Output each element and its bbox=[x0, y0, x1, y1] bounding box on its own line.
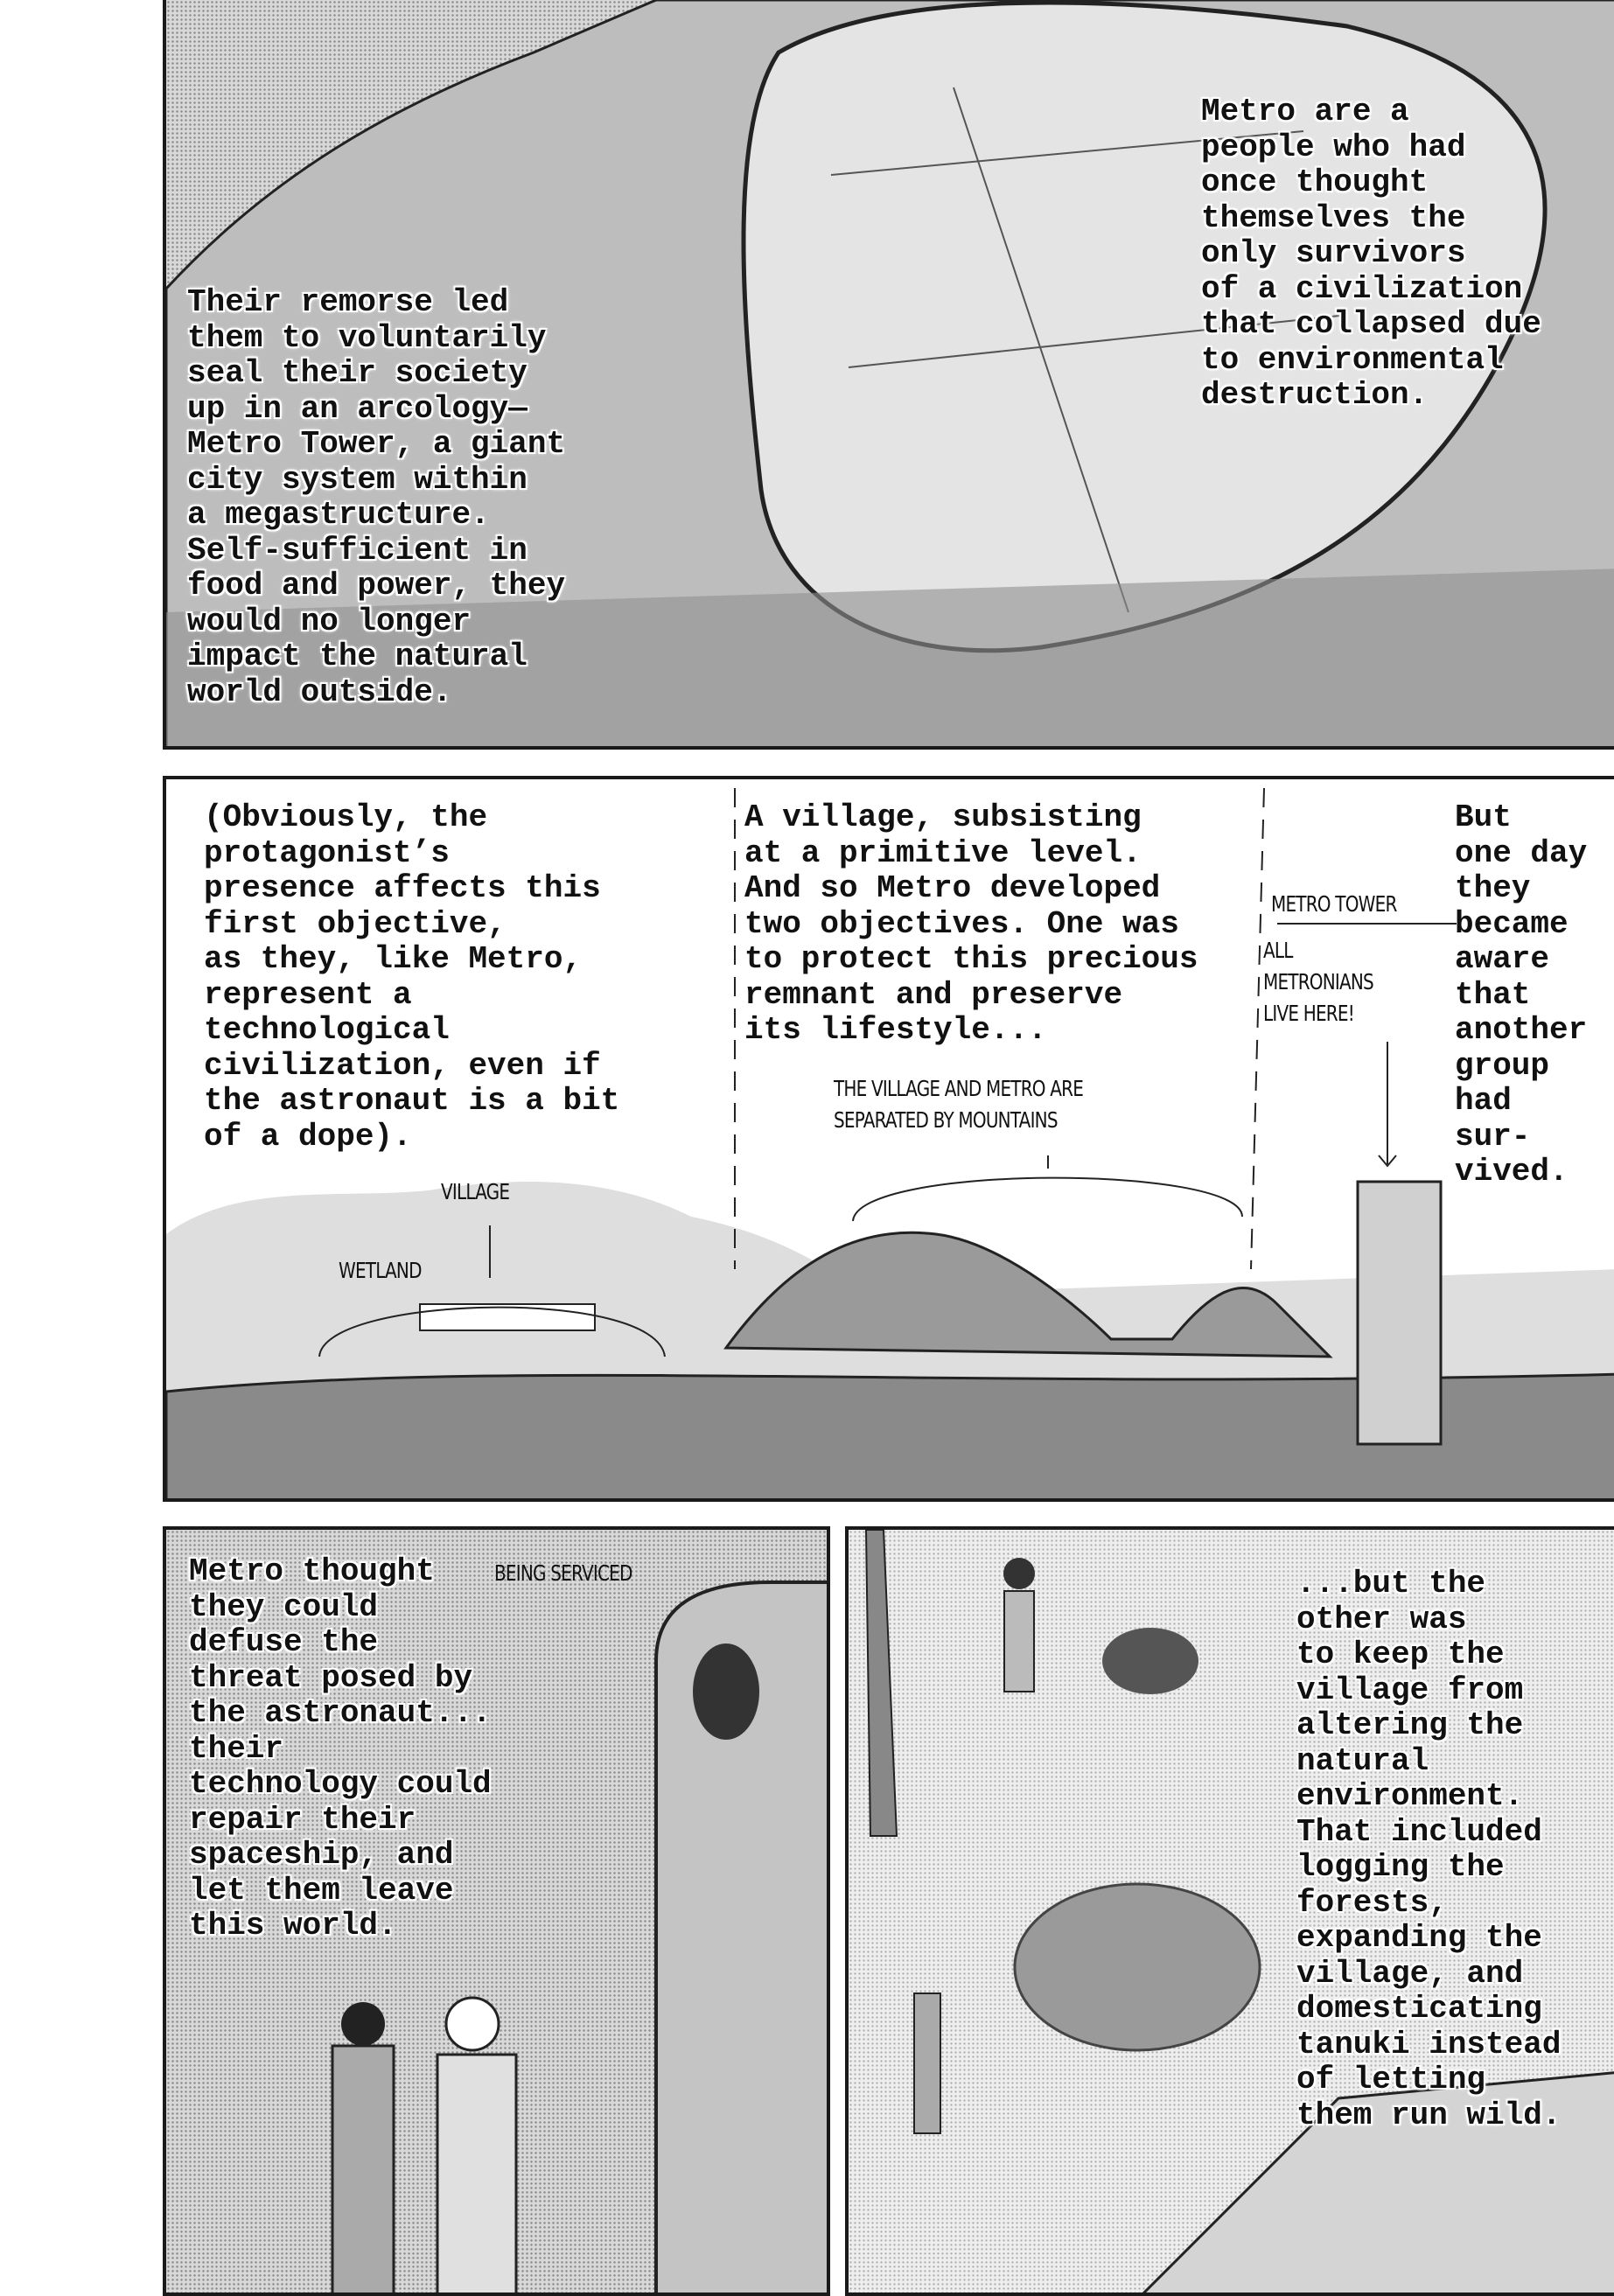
caption-protagonist-aside: (Obviously, the protagonist’s presence affects this first objective, as they, like Metro, represent a technological civilization, even if the astronaut is a bit of a dope). bbox=[204, 799, 620, 1155]
panel-landscape bbox=[163, 776, 1614, 1502]
caption-metro-survivors: Metro are a people who had once thought themselves the only survivors of a civilization that collapsed due to environmental destruction. bbox=[1201, 94, 1541, 413]
label-metro-tower: METRO TOWER bbox=[1271, 891, 1397, 917]
caption-repair-spaceship: Metro thought they could defuse the threat posed by the astronaut... their technology could repair their spaceship, and let them leave this world. bbox=[189, 1553, 492, 1944]
label-mountains: THE VILLAGE AND METRO ARE SEPARATED BY MOUNTAINS bbox=[834, 1076, 1084, 1133]
label-metronians: ALL METRONIANS LIVE HERE! bbox=[1263, 938, 1373, 1026]
caption-remorse-arcology: Their remorse led them to voluntarily seal their society up in an arcology— Metro Tower, a giant city system within a megastructure. Self-sufficient in food and power, they would no longer impact the natural world outside. bbox=[187, 284, 566, 710]
label-village: VILLAGE bbox=[441, 1179, 510, 1204]
label-wetland: WETLAND bbox=[339, 1258, 422, 1283]
panel-ruins bbox=[163, 0, 1614, 750]
panel-tanuki bbox=[845, 1526, 1614, 2296]
caption-village-objectives: A village, subsisting at a primitive level. And so Metro developed two objectives. One was to protect this precious remnant and preserve its lifestyle... bbox=[744, 799, 1198, 1048]
caption-another-group: But one day they became aware that another group had sur- vived. bbox=[1455, 799, 1588, 1190]
metro-tower-drawing bbox=[1358, 1182, 1441, 1444]
panel-spaceship-repair bbox=[163, 1526, 830, 2296]
label-being-serviced: BEING SERVICED bbox=[494, 1560, 632, 1586]
caption-second-objective: ...but the other was to keep the village from altering the natural environment. That included logging the forests, expanding the village, and domesticating tanuki instead of letting them run wild. bbox=[1296, 1566, 1562, 2133]
